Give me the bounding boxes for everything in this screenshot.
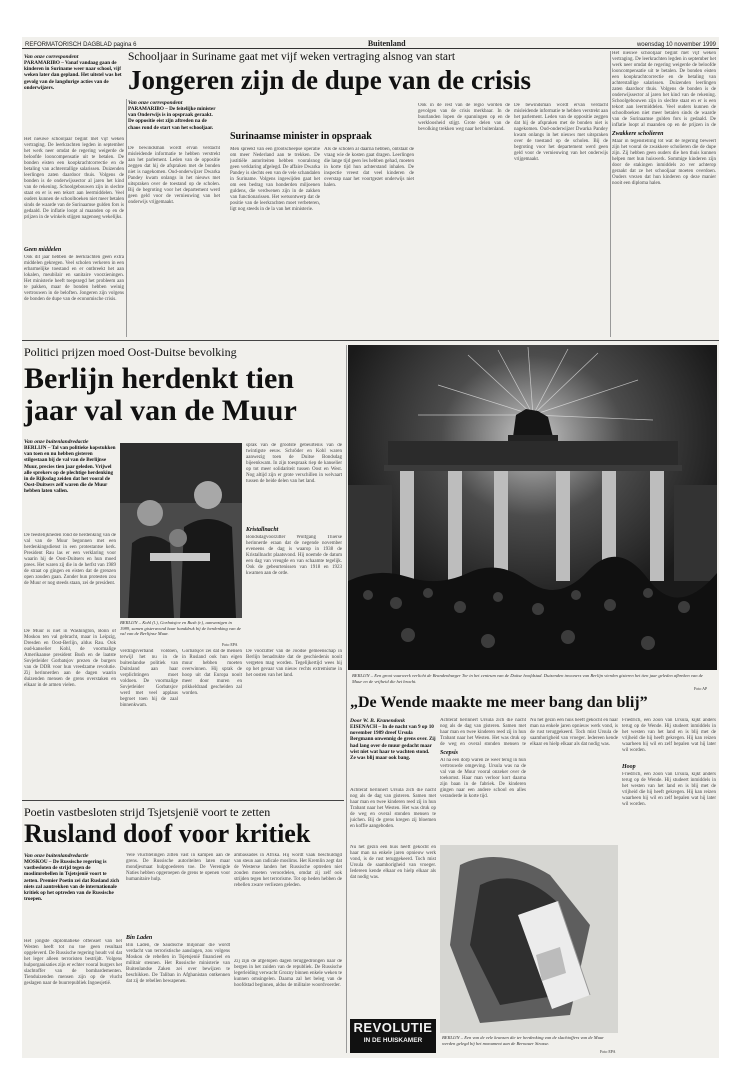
leaders-photo-image xyxy=(120,443,242,618)
newspaper-page xyxy=(22,37,719,1058)
body-text: verdragsverband voldoen, terwijl het nu in de buitenlandse politiek van Duitsland aan haar verplichtingen moet voldoen. De voormalige Sovjetleider Gorbatsjov werd met veel applaus begroet toen hij de zaal binnenkwam. xyxy=(120,649,178,708)
body-text: Achteraf herinnert Ursula zich die nacht nog als de dag van gisteren. Samen met haar man en twee kinderen reed zij in hun Trabant naar het Westen. Het was druk op de weg en overal stonden mensen te juichen. Bij de grens kregen zij bloemen en koffie aangeboden. xyxy=(350,788,436,829)
lead-paragraph: MOSKOU – De Russische regering is vastbesloten de strijd tegen de moslimrebellen in Tsjetsjenië voort te zetten. Premier Poetin zei dat Rusland zich niets zal aantrekken van de internationale kritiek op het optreden van de Russische troepen. xyxy=(24,859,120,903)
wende-intro xyxy=(350,718,436,840)
poster-subtitle: IN DE HUISKAMER xyxy=(363,1037,423,1044)
body-text: De bewindsman wordt ervan verdacht misleidende informatie te hebben verstrekt aan het parlement. Leden van de oppositie zeggen dat hij de afspraken met de bonden niet is nagekomen. Oud-onderwijzer Dwarka Pandey kwam onlangs in het nieuws met uitspraken over de toestand op de scholen. Bij de begroting voor het departement werd geen geld voor de vernieuwing van het onderwijs vrijgemaakt. xyxy=(514,103,608,162)
page-header xyxy=(22,37,719,49)
body-text: Maar in tegenstelling tot wat de regering beweert zijn het vooral de zwakkere scholieren die de dupe zijn. Zij hebben geen ouders die hen thuis kunnen helpen met hun huiswerk. Sommige kinderen zijn door de stakingen inmiddels zo ver achterop geraakt dat ze het schooljaar moeten overdoen. Ouders vrezen dat hun kinderen op deze manier nooit een diploma halen. xyxy=(612,139,716,186)
body-text: De Muur is niet in Washington, Bonn of Moskou ten val gebracht, maar in Leipzig, Dresden en Oost-Berlijn, aldus Rau. Ook oud-kanselier Kohl, de voormalige Amerikaanse president Bush en de laatste Sovjetleider Gorbatsjov prezen de burgers van de DDR voor hun vreedzame revolutie. Zij herinnerden aan de dagen waarin duizenden mensen de grens overstaken en elkaar in de armen vielen. xyxy=(24,629,116,688)
photo-caption: BERLIJN – Kohl (l.), Gorbatsjov en Bush (r.), aanwezigen in 1989, samen gisteravond haar handdruk bij de herdenking van de val van de Berlijnse Muur. xyxy=(120,620,242,636)
byline: Van onze buitenlandredactie xyxy=(24,853,89,859)
body-text: De voorzitter van de Joodse gemeenschap in Berlijn benadrukte dat de geschiedenis nooit vergeten mag worden. Tegelijkertijd wees hij op het gevaar van nieuw rechts extremisme in het oosten van het land. xyxy=(246,649,342,678)
photo-credit: Foto EPA xyxy=(600,1049,616,1054)
body-text: Gorbatsjov zei dat de mensen in Rusland ook hun eigen muur hebben moeten overwinnen. Hij sprak de hoop uit dat Europa nooit meer door muren en prikkeldraad gescheiden zal worden. xyxy=(182,649,242,696)
lead-paragraph: BERLIJN – Tal van politieke kopstukken van toen en nu hebben gisteren stilgestaan bij de val van de Berlijnse Muur, precies tien jaar geleden. Vrijwel alle sprekers op de plechtige herdenking in de Rijksdag zeiden dat het vooral de Oost-Duitsers zelf waren die de Muur hebben laten vallen. xyxy=(24,445,116,495)
headline: „De Wende maakte me meer bang dan blij” xyxy=(350,694,648,711)
subheading: Bin Laden xyxy=(126,935,153,941)
subheading: Geen middelen xyxy=(24,247,62,253)
body-text: ambassades in Afrika. Hij wordt vaak beschuldigd van steun aan radicale moslims. Het Kremlin zegt dat de Westerse landen het Russische optreden niet zouden moeten veroordelen, omdat zij zelf ook strijden tegen het terrorisme. Tot op heden hebben de rebellen zware verliezen geleden. xyxy=(234,853,342,888)
leaders-photo xyxy=(120,443,242,618)
headline: Jongeren zijn de dupe van de crisis xyxy=(128,65,532,95)
body-text: Achteraf herinnert Ursula zich die nacht nog als de dag van gisteren. Samen met haar man en twee kinderen reed zij in hun Trabant naar het Westen. Het was druk op de weg en overal stonden mensen te xyxy=(440,718,526,747)
photo-caption: BERLIJN – Een groot vuurwerk verlicht de Brandenburger Tor in het centrum van de Duitse hoofdstad. Duizenden inwoners van Berlijn vierden gisteren het tien jaar geleden afbreken van de Muur en de vrijheid die het bracht. xyxy=(352,673,703,684)
headline xyxy=(24,363,344,427)
kicker: Schooljaar in Suriname gaat met vijf weken vertraging alsnog van start xyxy=(128,51,456,63)
byline: Van onze correspondent xyxy=(24,54,79,60)
berlijn-intro xyxy=(24,439,116,779)
headline-line-1: Berlijn herdenkt tien xyxy=(24,362,294,395)
brandenburg-gate-image xyxy=(348,345,717,670)
lead-paragraph: PARAMARIBO – Vanaf vandaag gaan de kinderen in Suriname weer naar school, vijf weken later dan gepland. Het uitstel was het gevolg van de langdurige acties van de onderwijzers. xyxy=(24,60,122,91)
lead-paragraph: EISENACH – In de nacht van 9 op 10 november 1989 dreef Ursula Bergmann onwennig de grens over. Zij had lang over de muur gedacht maar wist niet wat haar te wachten stond. Ze was blij maar ook bang. xyxy=(350,724,436,762)
kicker: Poetin vastbesloten strijd Tsjetsjenië voort te zetten xyxy=(24,805,271,819)
suriname-intro xyxy=(24,54,124,122)
body-text: Als de scholen al daarna hebben, ontstaat de vraag wie de kosten gaat dragen. Leerlingen die lange tijd geen les hebben gehad, moeten in korte tijd hun achterstand inhalen. De inspectie vreest dat veel kinderen de overstap naar het voortgezet onderwijs niet halen. xyxy=(324,147,414,188)
body-text: De bewindsman wordt ervan verdacht misleidende informatie te hebben verstrekt aan het parlement. Leden van de oppositie zeggen dat hij de afspraken met de bonden niet is nagekomen. Oud-onderwijzer Dwarka Pandey kwam onlangs in het nieuws met uitspraken over de toestand op de scholen. Bij de begroting voor het departement werd geen geld voor de vernieuwing van het onderwijs vrijgemaakt. xyxy=(128,146,220,205)
byline: Door W. B. Kranendonk xyxy=(350,718,405,724)
body-text: Friedrich, een zoon van Ursula, kijkt anders terug op de Wende. Hij studeert inmiddels in het westen van het land en is blij met de vrijheid die hij heeft gekregen. Hij kan reizen waarheen hij wil en zelf bepalen wat hij later wil worden. xyxy=(622,718,716,753)
column-rule xyxy=(346,345,347,1053)
body-text: Ook dit jaar hebben de leerkrachten geen extra middelen gekregen. Veel scholen verkeren in een erbarmelijke toestand en er ontbreekt het aan lokalen, meubilair en sanitaire voorzieningen. Het ministerie heeft toegezegd het probleem aan te pakken, maar de bonden hebben weinig vertrouwen in de beloften. Jongeren zijn volgens de bonden de dupe van de economische crisis. xyxy=(24,255,124,302)
headline-line-2: jaar val van de Muur xyxy=(24,394,297,427)
body-text: Friedrich, een zoon van Ursula, kijkt anders terug op de Wende. Hij studeert inmiddels in het westen van het land en is blij met de vrijheid die hij heeft gekregen. Hij kan reizen waarheen hij wil en zelf bepalen wat hij later wil worden. xyxy=(622,772,716,807)
wreath-photo-image xyxy=(440,845,618,1033)
section-divider xyxy=(22,800,344,801)
subheading: Kristallnacht xyxy=(246,527,279,533)
photo-credit: Foto AP xyxy=(694,686,708,691)
subheading: Hoop xyxy=(622,764,636,770)
subheading: Zwakkere scholieren xyxy=(612,131,664,137)
photo-credit: Foto EPA xyxy=(222,642,238,647)
byline: Van onze correspondent xyxy=(128,100,183,106)
body-text: Al na een dorp waren ze weer terug in hun vertrouwde omgeving. Ursula was na de val van de Muur vooral onzeker over de toekomst. Haar man verloor kort daarna zijn baan in de fabriek. De kinderen gingen naar een andere school en alles veranderde in korte tijd. xyxy=(440,758,526,799)
section-divider xyxy=(22,340,719,341)
body-text: Het jongste diplomatieke offensief van het Westen heeft tot nu toe geen resultaat opgeleverd. De Russische regering houdt vol dat het leger alleen terroristen bestrijdt. Volgens hulporganisaties zijn er echter vooral burgers het slachtoffer van de bombardementen. Tienduizenden mensen zijn op de vlucht geslagen naar de buurrepubliek Ingoesjetië. xyxy=(24,939,122,986)
subheading: Surinaamse minister in opspraak xyxy=(230,131,372,142)
kicker: Politici prijzen moed Oost-Duitse bevolking xyxy=(24,345,237,359)
body-text: sprak van de grootste gebeurtenis van de twintigste eeuw. Schröder en Kohl waren aanwezig toen de Duitse Bondsdag bijeenkwam. In zijn toespraak riep de kanselier op tot meer solidariteit tussen Oost en West. Nog altijd zijn er grote verschillen in welvaart tussen de beide delen van het land. xyxy=(246,443,342,484)
issue-date: woensdag 10 november 1999 xyxy=(636,42,716,48)
paper-name: REFORMATORISCH DAGBLAD pagina 6 xyxy=(25,42,137,48)
brandenburg-gate-photo xyxy=(348,345,717,670)
wreath-photo xyxy=(440,845,618,1033)
photo-caption: BERLIJN – Een van de vele kransen die ter herdenking van de slachtoffers van de Muur werden gelegd bij het monument aan de Bernauer Strasse. xyxy=(442,1035,604,1046)
headline: Rusland doof voor kritiek xyxy=(24,819,311,848)
rusland-intro xyxy=(24,853,122,1049)
body-text: Ook in de rest van de regio worden de gevolgen van de crisis merkbaar. In de buurlanden lopen de spanningen op en de werkloosheid stijgt. Grote delen van de bevolking trekken weg naar het buitenland. xyxy=(418,103,510,132)
section-title: Buitenland xyxy=(367,39,406,48)
subheading: Scepsis xyxy=(440,750,458,756)
body-text: Het nieuwe schooljaar begint met vijf weken vertraging. De leerkrachten legden in september het werk neer omdat de regering weigerde de beloofde looncompensatie uit te betalen. De bonden eisten een koopkrachtcorrectie en de betaling van achterstallige salarissen. Duizenden leerlingen zaten daardoor thuis. Volgens de bonden is de onderwijssector al jaren het kind van de rekening. Schoolgebouwen zijn in slechte staat en er is een tekort aan leermiddelen. Veel ouders kunnen de schoolboeken niet meer betalen sinds de waarde van de Surinaamse gulden fors is gedaald. De inflatie loopt al maanden op en de prijzen in de winkels stijgen nagenoeg wekelijks. xyxy=(24,137,124,220)
lead-paragraph: PARAMARIBO – De feitelijke minister van Onderwijs is in opspraak geraakt. De oppositie eist zijn aftreden na de chaos rond de start van het schooljaar. xyxy=(128,106,216,131)
column-rule xyxy=(610,51,611,337)
body-text: Het nieuwe schooljaar begint met vijf weken vertraging. De leerkrachten legden in september het werk neer omdat de regering weigerde de beloofde looncompensatie uit te betalen. De bonden eisten een koopkrachtcorrectie en de betaling van achterstallige salarissen. Duizenden leerlingen zaten daardoor thuis. Volgens de bonden is de onderwijssector al jaren het kind van de rekening. Schoolgebouwen zijn in slechte staat en er is een tekort aan leermiddelen. Veel ouders kunnen de schoolboeken niet meer betalen sinds de waarde van de Surinaamse gulden fors is gedaald. De inflatie loopt al maanden op en de prijzen in de xyxy=(612,51,716,128)
byline: Van onze buitenlandredactie xyxy=(24,439,89,445)
body-text: Bondsdagvoorzitter Wolfgang Thierse herinnerde eraan dat de negende november eveneens de dag is waarop in 1938 de Kristallnacht plaatsvond. Hij noemde de datum een dag van vreugde en van schaamte tegelijk. Ook de gebeurtenissen van 1918 en 1923 kwamen aan de orde. xyxy=(246,535,342,576)
poster-title: REVOLUTIE xyxy=(353,1020,433,1035)
book-cover xyxy=(350,1019,436,1053)
body-text: Zij zijn de afgelopen dagen teruggedrongen naar de bergen in het zuiden van de republiek. De Russische legerleiding verwacht Grozny binnen enkele weken te kunnen omsingelen. Daarna zal het beleg van de hoofdstad beginnen, aldus de militaire woordvoerder. xyxy=(234,959,342,988)
body-text: Nu het gezin een huis heeft gekocht en haar man na enkele jaren opnieuw werk vond, is de rust teruggekeerd. Toch mist Ursula de saamhorigheid van vroeger. Iedereen kende elkaar en hielp elkaar als dat nodig was. xyxy=(350,845,436,880)
body-text: De feestelijkheden rond de herdenking van de val van de Muur begonnen met een herdenkingsdienst in een protestantse kerk. President Rau las er een verklaring voor waarin hij de Oost-Duitsers en hun moed prees. Het waren zij die in de herfst van 1989 de straat op gingen en eisten dat de grenzen open zouden gaan. Zonder hun protesten zou de Muur er nog steeds staan, zei de president. xyxy=(24,533,116,586)
body-text: Vele vluchtelingen zitten vast in kampen aan de grens. De Russische autoriteiten laten maar mondjesmaat hulpgoederen toe. De Verenigde Naties hebben opgeroepen de grens te openen voor humanitaire hulp. xyxy=(126,853,230,882)
body-text: Nu het gezin een huis heeft gekocht en haar man na enkele jaren opnieuw werk vond, is de rust teruggekeerd. Toch mist Ursula de saamhorigheid van vroeger. Iedereen kende elkaar en hielp elkaar als dat nodig was. xyxy=(530,718,618,747)
column-rule xyxy=(126,99,127,337)
suriname-sidebar xyxy=(128,100,220,340)
body-text: Men spreekt van een grootscheepse operatie om meer Nederland aan te trekken. De justitiële autoriteiten hebben vooralsnog geen verklaring afgelegd. De affaire Dwarka Pandey is slechts een van de vele schandalen in Suriname. Volgens ingewijden gaat het om een bedrag van honderden miljoenen guldens, die verdwenen zijn in de zakken van functionarissen. Het wetsontwerp dat de positie van de leerkrachten moet verbeteren, ligt nog steeds in de la van het ministerie. xyxy=(230,147,320,212)
body-text: Bin Laden, de Saudische miljonair die wordt verdacht van terroristische aanslagen, zou volgens Moskou de rebellen in Tsjetsjenië financieel en militair steunen. Het Russische ministerie van Buitenlandse Zaken zei over bewijzen te beschikken. De Taliban in Afghanistan ontkennen dat zij de rebellen bewapenen. xyxy=(126,943,230,984)
